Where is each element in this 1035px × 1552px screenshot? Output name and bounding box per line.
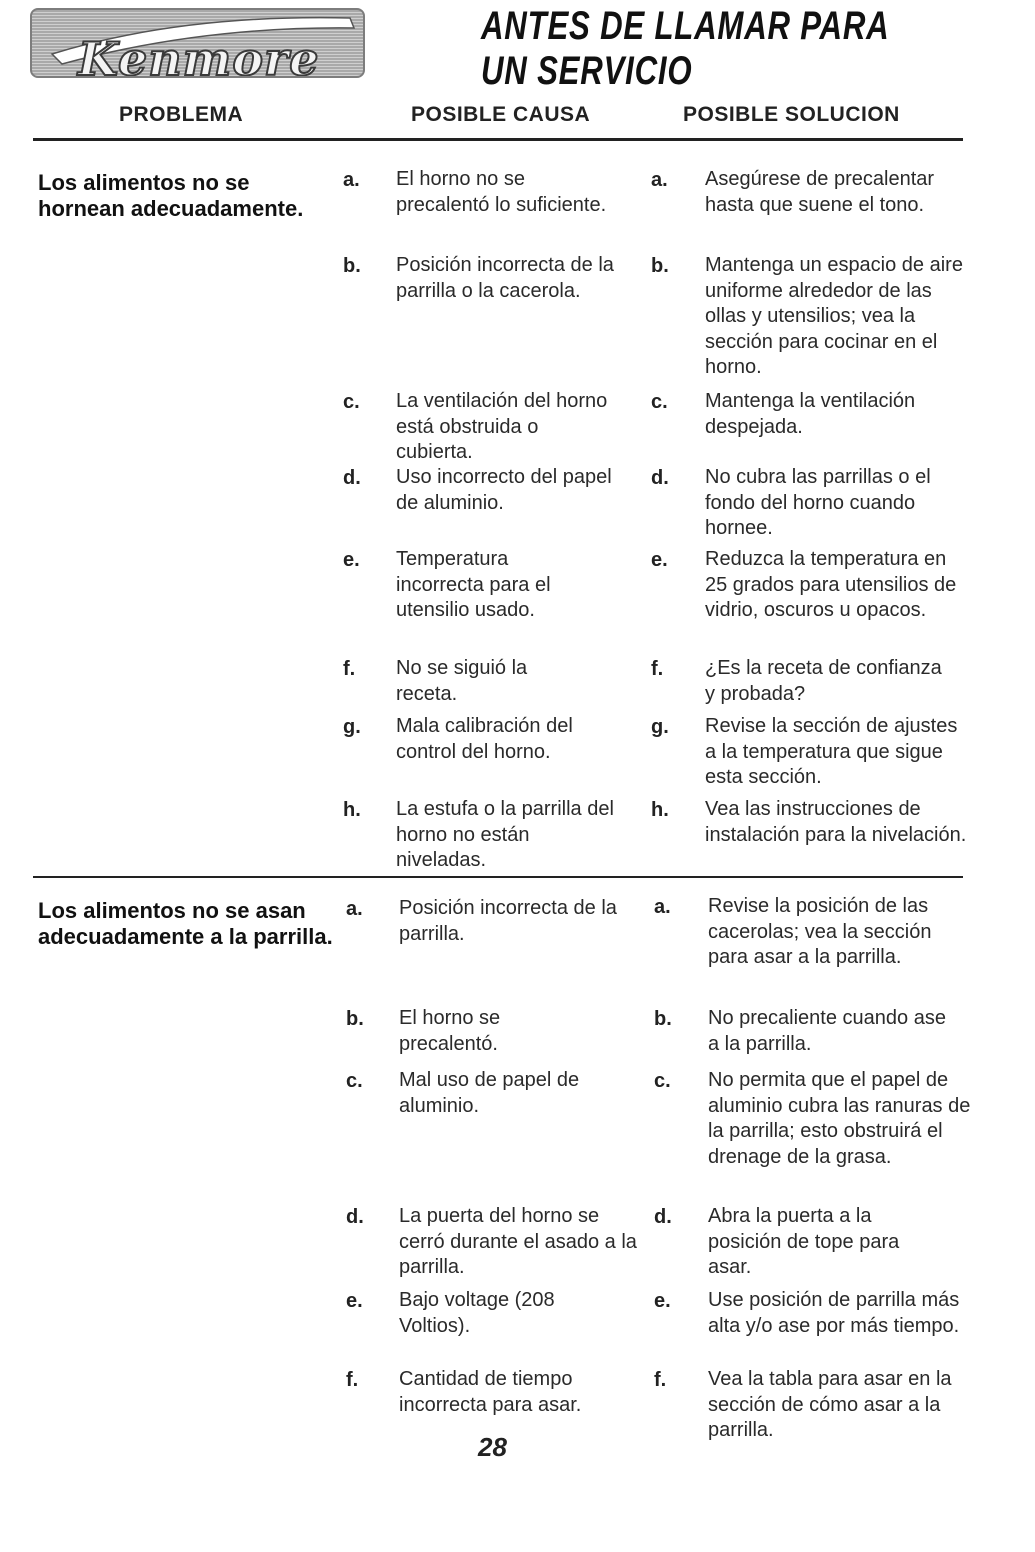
- cause-marker: c.: [346, 1070, 363, 1092]
- logo-text: Kenmore: [78, 32, 320, 78]
- solution-text: Mantenga un espacio de aire uniforme alrededor de las ollas y utensilios; vea la sección para cocinar en el horno.: [705, 254, 963, 378]
- solution-text: No cubra las parrillas o el fondo del horno cuando hornee.: [705, 466, 931, 539]
- solution-marker: h.: [651, 799, 669, 821]
- page-number: 28: [478, 1432, 507, 1462]
- solution-text: Revise la sección de ajustes a la temperatura que sigue esta sección.: [705, 715, 958, 788]
- cause-text: Mala calibración del control del horno.: [396, 715, 573, 763]
- column-header-problem: PROBLEMA: [119, 103, 244, 126]
- problem-label: Los alimentos no se asan adecuadamente a la parrilla.: [38, 898, 333, 949]
- solution-marker: d.: [654, 1206, 672, 1228]
- cause-marker: a.: [346, 898, 363, 920]
- cause-text: Mal uso de papel de aluminio.: [399, 1069, 580, 1117]
- solution-text: Abra la puerta a la posición de tope para asar.: [708, 1205, 900, 1278]
- cause-text: Bajo voltage (208 Voltios).: [399, 1289, 555, 1337]
- column-header-cause: POSIBLE CAUSA: [411, 103, 591, 126]
- solution-text: Mantenga la ventilación despejada.: [705, 390, 916, 438]
- solution-marker: e.: [651, 549, 668, 571]
- cause-marker: d.: [343, 467, 361, 489]
- cause-marker: f.: [346, 1369, 359, 1391]
- cause-text: Posición incorrecta de la parrilla.: [399, 897, 617, 945]
- cause-marker: d.: [346, 1206, 364, 1228]
- solution-text: No precaliente cuando ase a la parrilla.: [708, 1007, 946, 1055]
- cause-text: Temperatura incorrecta para el utensilio usado.: [396, 548, 551, 621]
- cause-text: Uso incorrecto del papel de aluminio.: [396, 466, 612, 514]
- section-divider: [33, 876, 963, 878]
- cause-marker: f.: [343, 658, 356, 680]
- kenmore-logo: [30, 8, 365, 78]
- cause-text: El horno se precalentó.: [399, 1007, 501, 1055]
- cause-text: Cantidad de tiempo incorrecta para asar.: [399, 1368, 582, 1416]
- cause-marker: a.: [343, 169, 360, 191]
- solution-marker: g.: [651, 716, 669, 738]
- header-divider: [33, 138, 963, 141]
- cause-text: La estufa o la parrilla del horno no están niveladas.: [396, 798, 614, 871]
- cause-text: El horno no se precalentó lo suficiente.: [396, 168, 607, 216]
- solution-text: Vea las instrucciones de instalación para la nivelación.: [705, 798, 967, 846]
- solution-marker: f.: [651, 658, 664, 680]
- solution-text: Use posición de parrilla más alta y/o ase por más tiempo.: [708, 1289, 960, 1337]
- problem-label: Los alimentos no se hornean adecuadamente.: [38, 170, 304, 221]
- column-header-solution: POSIBLE SOLUCION: [683, 103, 900, 126]
- cause-marker: e.: [346, 1290, 363, 1312]
- cause-marker: c.: [343, 391, 360, 413]
- page-title: ANTES DE LLAMAR PARA UN SERVICIO: [481, 4, 889, 93]
- solution-text: Vea la tabla para asar en la sección de cómo asar a la parrilla.: [708, 1368, 952, 1441]
- solution-marker: a.: [654, 896, 671, 918]
- cause-text: Posición incorrecta de la parrilla o la cacerola.: [396, 254, 614, 302]
- solution-marker: d.: [651, 467, 669, 489]
- solution-marker: e.: [654, 1290, 671, 1312]
- solution-marker: c.: [651, 391, 668, 413]
- cause-text: La ventilación del horno está obstruida o cubierta.: [396, 390, 608, 463]
- cause-marker: g.: [343, 716, 361, 738]
- solution-marker: f.: [654, 1369, 667, 1391]
- cause-text: La puerta del horno se cerró durante el asado a la parrilla.: [399, 1205, 637, 1278]
- solution-marker: c.: [654, 1070, 671, 1092]
- solution-text: ¿Es la receta de confianza y probada?: [705, 657, 942, 705]
- solution-marker: a.: [651, 169, 668, 191]
- cause-marker: b.: [346, 1008, 364, 1030]
- cause-text: No se siguió la receta.: [396, 657, 528, 705]
- cause-marker: h.: [343, 799, 361, 821]
- solution-text: Revise la posición de las cacerolas; vea la sección para asar a la parrilla.: [708, 895, 932, 968]
- cause-marker: e.: [343, 549, 360, 571]
- solution-text: Reduzca la temperatura en 25 grados para utensilios de vidrio, oscuros u opacos.: [705, 548, 957, 621]
- solution-marker: b.: [654, 1008, 672, 1030]
- solution-text: No permita que el papel de aluminio cubra las ranuras de la parrilla; esto obstruirá el drenage de la grasa.: [708, 1069, 971, 1168]
- cause-marker: b.: [343, 255, 361, 277]
- solution-marker: b.: [651, 255, 669, 277]
- solution-text: Asegúrese de precalentar hasta que suene el tono.: [705, 168, 935, 216]
